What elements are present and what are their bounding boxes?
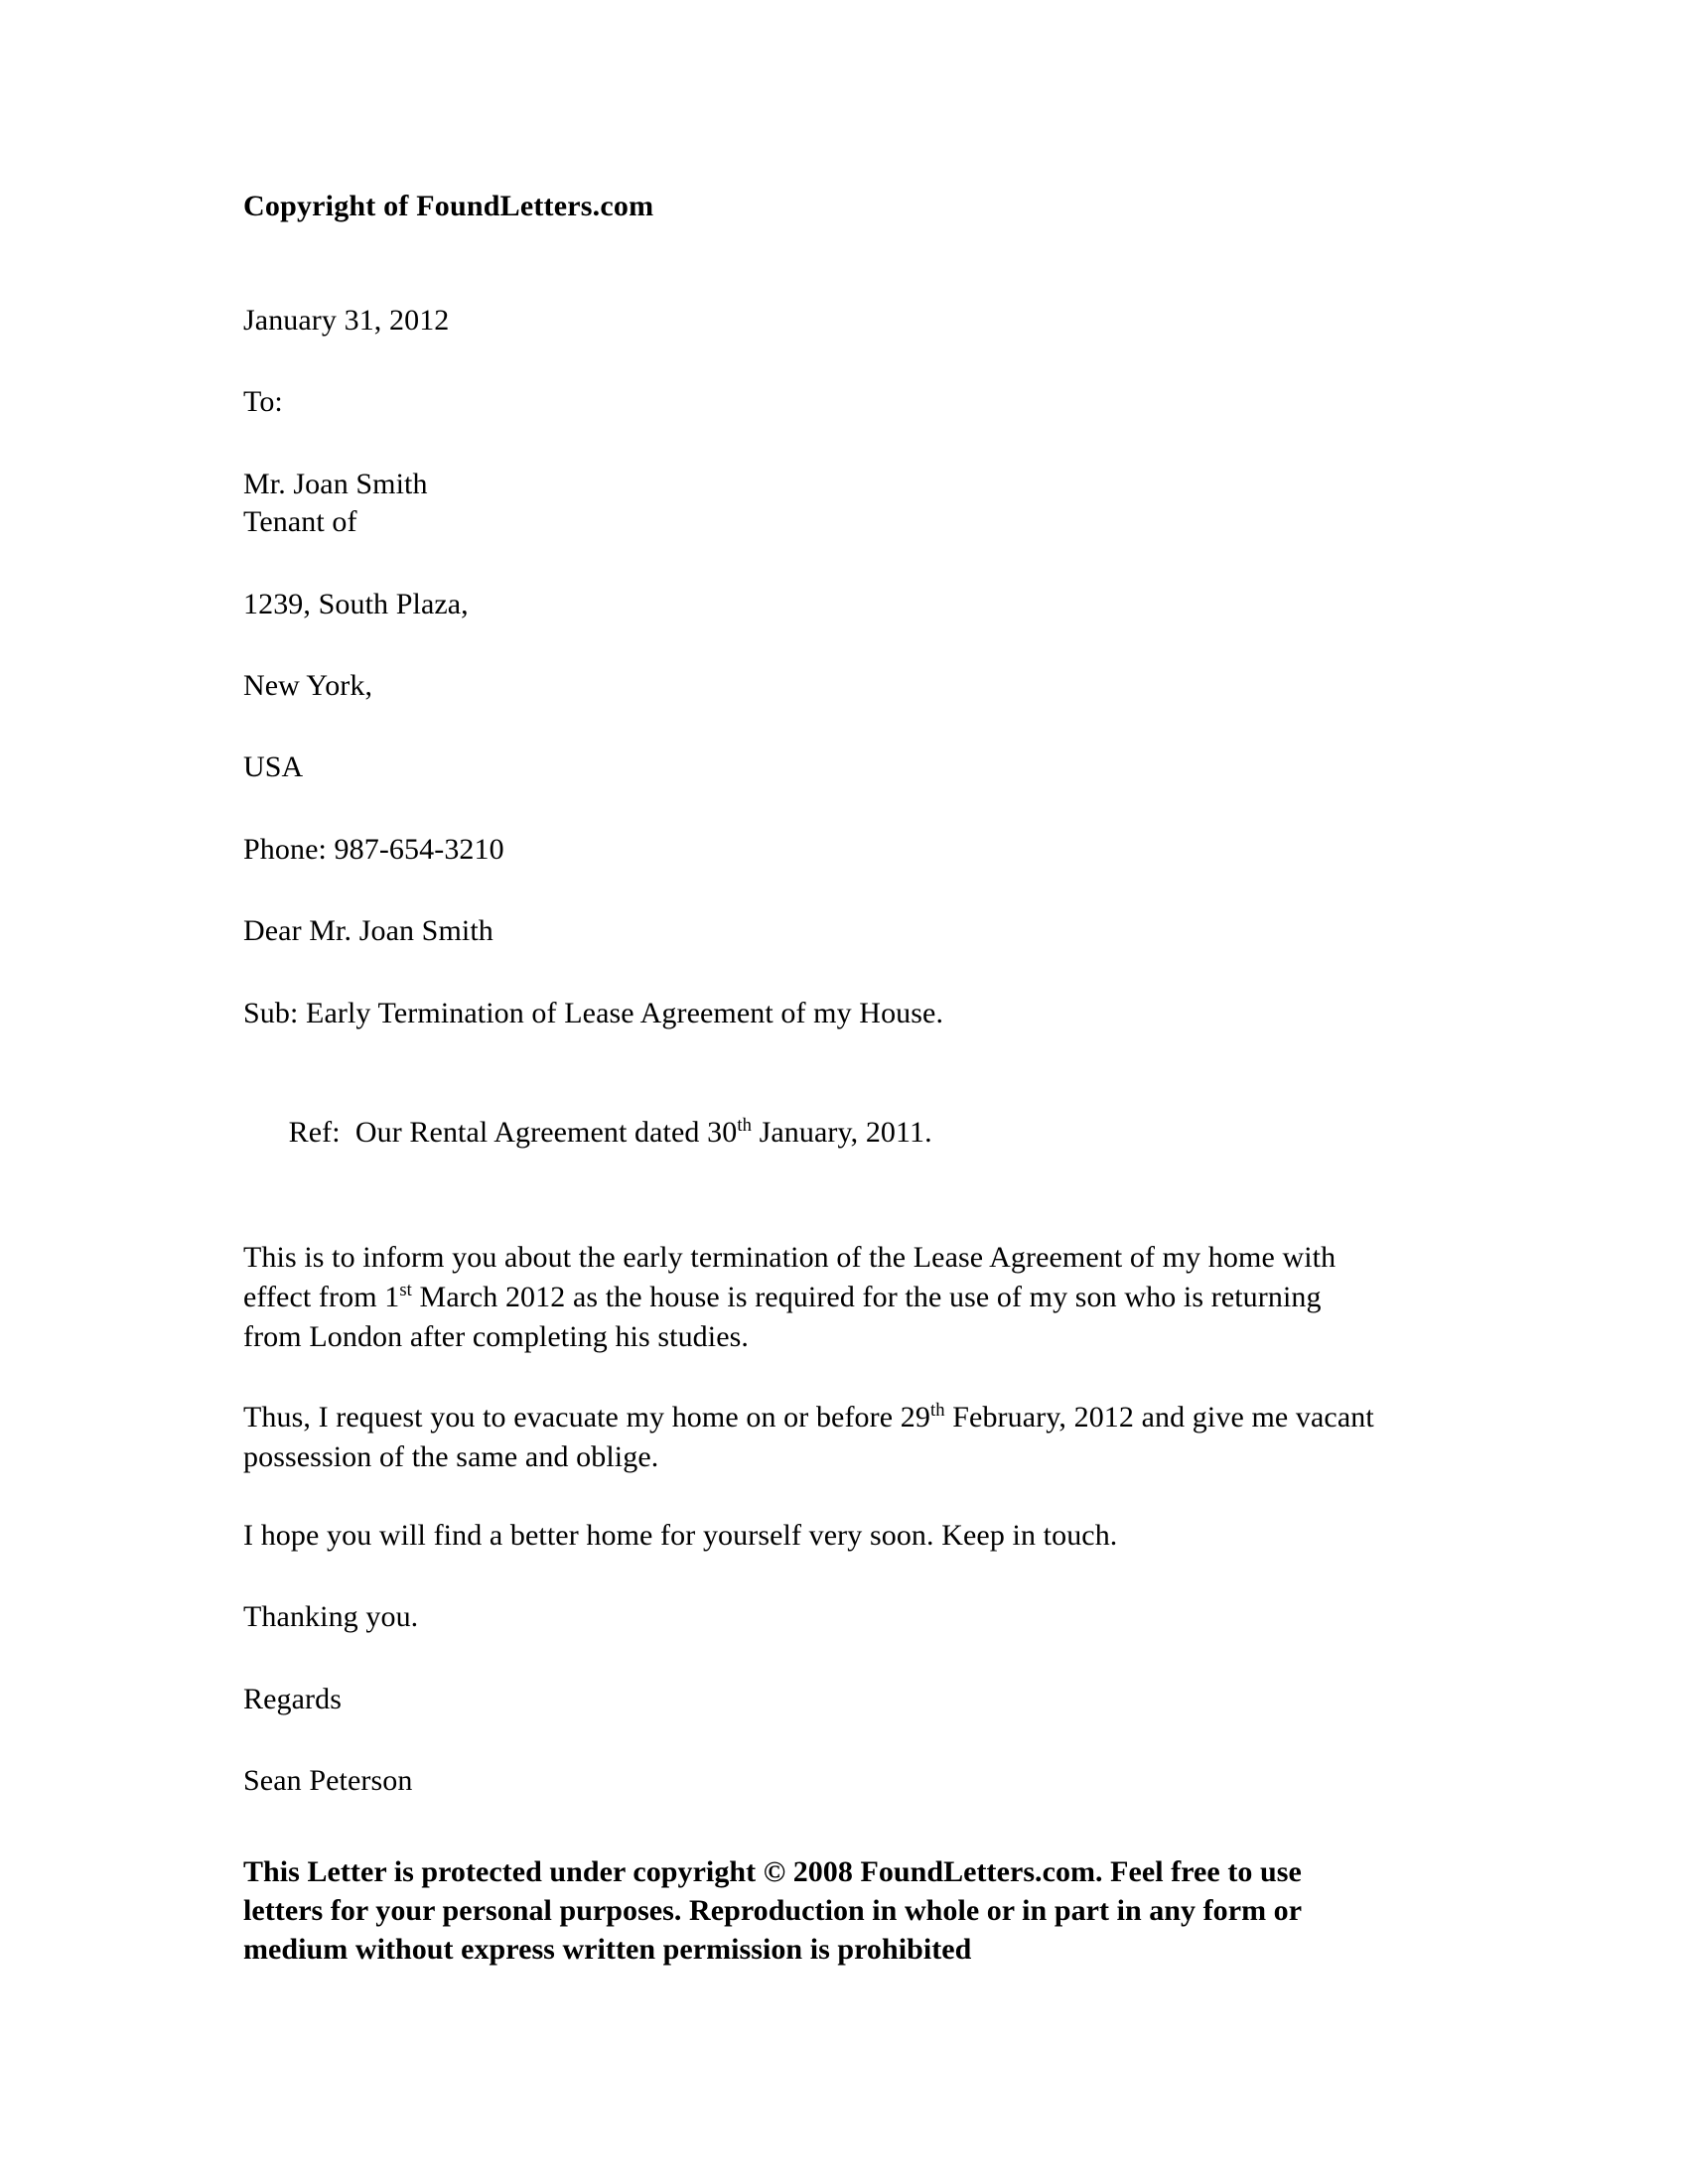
recipient-role: Tenant of xyxy=(243,505,357,539)
reference-prefix: Ref: Our Rental Agreement dated 30 xyxy=(288,1116,738,1150)
letter-content xyxy=(243,189,1385,1969)
paragraph-2-part-1: Thus, I request you to evacuate my home on or before 29 xyxy=(243,1400,930,1433)
body-paragraph-4: Thanking you. xyxy=(243,1600,419,1634)
body-paragraph-2 xyxy=(243,1398,1385,1477)
body-paragraph-3: I hope you will find a better home for yourself very soon. Keep in touch. xyxy=(243,1519,1118,1553)
address-city: New York, xyxy=(243,668,373,702)
address-country: USA xyxy=(243,751,304,784)
letter-date: January 31, 2012 xyxy=(243,304,450,337)
reference-line xyxy=(243,1076,1385,1190)
subject-line: Sub: Early Termination of Lease Agreement of my House. xyxy=(243,996,944,1029)
copyright-notice: This Letter is protected under copyright © 2008 FoundLetters.com. Feel free to use letters for your personal purposes. Reproduction in whole or in part in any form or medium without express written permission is prohibited xyxy=(243,1854,1302,1966)
body-paragraph-1 xyxy=(243,1238,1385,1358)
salutation: Dear Mr. Joan Smith xyxy=(243,914,493,948)
to-label: To: xyxy=(243,385,283,419)
reference-suffix: January, 2011. xyxy=(751,1116,932,1150)
recipient-name: Mr. Joan Smith xyxy=(243,467,428,500)
address-phone: Phone: 987-654-3210 xyxy=(243,832,504,866)
closing-regards: Regards xyxy=(243,1682,343,1715)
paragraph-1-part-2: March 2012 as the house is required for the use of my son who is returning from London after completing his studies. xyxy=(243,1281,1322,1354)
address-street: 1239, South Plaza, xyxy=(243,587,469,620)
signature-name: Sean Peterson xyxy=(243,1764,413,1798)
paragraph-1-ordinal: st xyxy=(399,1280,412,1301)
recipient-block xyxy=(243,466,1385,542)
paragraph-1-part-1: This is to inform you about the early termination of the Lease Agreement of my home with effect from 1 xyxy=(243,1241,1336,1314)
paragraph-2-ordinal: th xyxy=(929,1399,945,1421)
copyright-header: Copyright of FoundLetters.com xyxy=(243,190,654,222)
paragraph-2-part-2: February, 2012 and give me vacant possession of the same and oblige. xyxy=(243,1400,1374,1473)
reference-ordinal: th xyxy=(737,1115,752,1137)
